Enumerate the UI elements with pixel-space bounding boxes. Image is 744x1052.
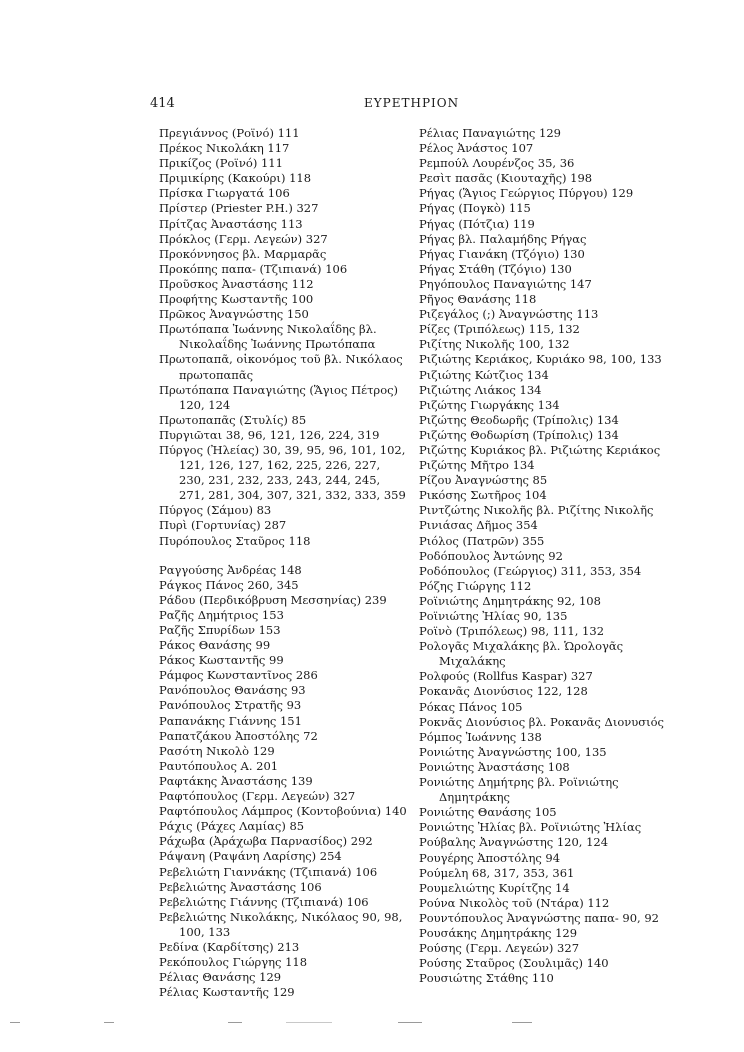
index-entry: Πυρὶ (Γορτυνίας) 287 <box>159 518 287 533</box>
index-entry: Ρουμελιώτης Κυρίτζης 14 <box>419 880 570 895</box>
index-entry: Ριζώτης Θοδωρίση (Τρίπολις) 134 <box>419 427 619 442</box>
index-entry: Ράψανη (Ραψάνη Λαρίσης) 254 <box>159 849 342 864</box>
index-entry: Ρολφούς (Rollfus Kaspar) 327 <box>419 669 593 684</box>
index-entry: Ράκος Κωσταντῆς 99 <box>159 653 284 668</box>
index-entry: Ρέλιας Θανάσης 129 <box>159 970 282 985</box>
index-entry: Ρεδίνα (Καρδίτσης) 213 <box>159 939 300 954</box>
index-entry: Ρινιάσας Δῆμος 354 <box>419 518 538 533</box>
index-entry: Ρήγας Γιανάκη (Τζόγιο) 130 <box>419 246 585 261</box>
index-entry: Ρεκόπουλος Γιώργης 118 <box>159 955 308 970</box>
scan-mark <box>512 1022 532 1023</box>
running-head: ΕΥΡΕΤΗΡΙΟΝ <box>364 96 460 110</box>
index-entry: Ρούνα Νικολὸς τοῦ (Ντάρα) 112 <box>419 895 610 910</box>
index-entry: Προκόπης παπα- (Τζιπιανά) 106 <box>159 261 348 276</box>
index-entry: Ραζῆς Σπυρίδων 153 <box>159 623 281 637</box>
index-entry: Προφήτης Κωσταντῆς 100 <box>159 292 314 307</box>
index-entry: Ρολογᾶς Μιχαλάκης βλ. Ὡρολογᾶς Μιχαλάκης <box>419 639 624 669</box>
index-entry: Ράγκος Πάνος 260, 345 <box>159 577 299 592</box>
index-entry: Πρωτόπαπα Παναγιώτης (Ἅγιος Πέτρος) 120, 124 <box>159 382 399 412</box>
index-entry: Ριζιώτης Κεριάκος, Κυριάκο 98, 100, 133 <box>419 352 662 367</box>
scan-mark <box>104 1022 114 1023</box>
index-entry: Ροδόπουλος (Γεώργιος) 311, 353, 354 <box>419 563 642 578</box>
index-entry: Ρονιώτης Δημήτρης βλ. Ροϊνιώτης Δημητράκης <box>419 775 619 805</box>
index-entry: Ραφτόπουλος Λάμπρος (Κοντοβούνια) 140 <box>159 804 407 819</box>
index-entry: Ρονιώτης Ἀναγνώστης 100, 135 <box>419 744 607 759</box>
index-entry: Ρεβελιώτης Νικολάκης, Νικόλαος 90, 98, 100, 133 <box>159 909 403 939</box>
index-entry: Ράμφος Κωνσταντῖνος 286 <box>159 668 318 683</box>
index-entry: Ράχις (Ράχες Λαμίας) 85 <box>159 819 305 834</box>
index-entry: Ρήγας (Πογκὸ) 115 <box>419 201 531 216</box>
index-entry: Ρονιώτης Θανάσης 105 <box>419 805 557 820</box>
index-entry: Ρανόπουλος Θανάσης 93 <box>159 683 306 698</box>
index-entry: Πρίτζας Ἀναστάσης 113 <box>159 216 303 231</box>
index-entry: Ριζώτης Μῆτρο 134 <box>419 458 535 473</box>
index-entry: Πρωτοπαπᾶ, οἰκονόμος τοῦ βλ. Νικόλαος πρωτοπαπᾶς <box>159 352 403 382</box>
index-entry: Ριζίτης Νικολῆς 100, 132 <box>419 337 570 352</box>
index-entry: Πριμικίρης (Κακούρι) 118 <box>159 171 312 186</box>
scan-mark <box>10 1022 20 1023</box>
index-entry: Πρῶκος Ἀναγνώστης 150 <box>159 307 309 322</box>
index-entry: Ρούσης Σταῦρος (Σουλιμᾶς) 140 <box>419 956 609 971</box>
index-entry: Ρήγας βλ. Παλαμήδης Ρήγας <box>419 231 587 246</box>
index-entry: Ριζώτης Κυριάκος βλ. Ριζιώτης Κεριάκος <box>419 442 661 457</box>
index-entry: Πρίστερ (Priester P.H.) 327 <box>159 201 319 216</box>
index-entry: Ρόζης Γιώργης 112 <box>419 578 532 593</box>
index-entry: Ράκος Θανάσης 99 <box>159 638 271 653</box>
index-entry: Πρεγιάννος (Ροϊνό) 111 <box>159 126 300 140</box>
index-entry: Ρίζες (Τριπόλεως) 115, 132 <box>419 322 580 337</box>
index-entry: Ραπατζάκου Ἀποστόλης 72 <box>159 728 318 743</box>
scan-mark <box>398 1022 422 1023</box>
index-entry: Ρικόσης Σωτῆρος 104 <box>419 488 547 503</box>
index-entry: Πύργος (Ἠλείας) 30, 39, 95, 96, 101, 102, 121, 126, 127, 162, 225, 226, 227, 230, 231, 232, 233, 243, 244, 245, 271, 281, 304, 307, 321, 332, 333, 359 <box>159 442 406 503</box>
index-entry: Πυργιῶται 38, 96, 121, 126, 224, 319 <box>159 427 380 442</box>
index-entry: Ρήγας (Πότζια) 119 <box>419 216 535 231</box>
index-entry: Ρεσὶτ πασᾶς (Κιουταχῆς) 198 <box>419 171 593 186</box>
index-entry: Ράδου (Περδικόβρυση Μεσσηνίας) 239 <box>159 592 387 607</box>
index-entry: Ρονιώτης Ἠλίας βλ. Ροϊνιώτης Ἠλίας <box>419 820 642 835</box>
section-gap <box>159 549 409 563</box>
index-entry: Ρήγας Στάθη (Τζόγιο) 130 <box>419 261 572 276</box>
index-entry: Πρικίζος (Ροϊνό) 111 <box>159 156 283 171</box>
index-entry: Ρουσάκης Δημητράκης 129 <box>419 925 578 940</box>
index-entry: Ρούβαλης Ἀναγνώστης 120, 124 <box>419 835 609 850</box>
index-entry: Ράχωβα (Ἀράχωβα Παρνασίδος) 292 <box>159 834 373 849</box>
index-entry: Πρέκος Νικολάκη 117 <box>159 141 290 156</box>
index-entry: Ρουσιώτης Στάθης 110 <box>419 971 554 986</box>
index-entry: Ριζώτης Θεοδωρῆς (Τρίπολις) 134 <box>419 412 619 427</box>
index-entry: Ραπανάκης Γιάννης 151 <box>159 713 302 728</box>
index-entry: Ροκανᾶς Διονύσιος 122, 128 <box>419 684 588 699</box>
scan-artifacts <box>0 1018 744 1026</box>
index-entry: Ρήγας (Ἅγιος Γεώργιος Πύργου) 129 <box>419 186 634 201</box>
index-entry: Ρέλιας Παναγιώτης 129 <box>419 126 561 140</box>
index-entry: Ρέλιας Κωσταντῆς 129 <box>159 985 295 1000</box>
index-entry: Ρουγέρης Ἀποστόλης 94 <box>419 850 561 865</box>
index-entry: Ραζῆς Δημήτριος 153 <box>159 607 284 622</box>
index-entry: Ρεβελιώτης Γιάννης (Τζιπιανά) 106 <box>159 894 369 909</box>
index-entry: Ριζεγάλος (;) Ἀναγνώστης 113 <box>419 307 599 322</box>
index-entry: Ρεβελιώτης Ἀναστάσης 106 <box>159 879 322 894</box>
index-entry: Ροϊνὸ (Τριπόλεως) 98, 111, 132 <box>419 624 605 639</box>
index-entry: Ραυτόπουλος Α. 201 <box>159 758 279 773</box>
index-entry: Ραγγούσης Ἀνδρέας 148 <box>159 562 302 577</box>
index-entry: Ροκνᾶς Διονύσιος βλ. Ροκανᾶς Διονυσιός <box>419 714 664 729</box>
index-entry: Πρωτοπαπᾶς (Στυλίς) 85 <box>159 412 307 427</box>
index-entry: Ρουντόπουλος Ἀναγνώστης παπα- 90, 92 <box>419 910 659 925</box>
index-entry: Ραφτάκης Ἀναστάσης 139 <box>159 773 313 788</box>
index-entry: Ριζιώτης Λιάκος 134 <box>419 382 542 397</box>
index-entry: Ρόμπος Ἰωάννης 138 <box>419 729 542 744</box>
index-entry: Ραφτόπουλος (Γερμ. Λεγεών) 327 <box>159 789 356 804</box>
index-entry: Ροϊνιώτης Δημητράκης 92, 108 <box>419 593 601 608</box>
index-entry: Ρούμελη 68, 317, 353, 361 <box>419 865 575 880</box>
index-entry: Ρῆγος Θανάσης 118 <box>419 292 537 307</box>
index-entry: Ριόλος (Πατρῶν) 355 <box>419 533 545 548</box>
index-column-right <box>419 126 689 986</box>
index-entry: Ρέλος Ἀνάστος 107 <box>419 141 534 156</box>
scan-mark <box>228 1022 242 1023</box>
index-entry: Ρανόπουλος Στρατῆς 93 <box>159 698 302 713</box>
index-entry: Ρούσης (Γερμ. Λεγεών) 327 <box>419 941 580 956</box>
page-number: 414 <box>150 96 175 111</box>
index-entry: Ρίζου Ἀναγνώστης 85 <box>419 473 548 488</box>
index-entry: Ριζιώτης Κώτζιος 134 <box>419 367 549 382</box>
index-entry: Πυρόπουλος Σταῦρος 118 <box>159 533 311 548</box>
index-entry: Πρόκλος (Γερμ. Λεγεών) 327 <box>159 231 328 246</box>
index-column-left <box>159 126 409 1000</box>
index-entry: Πρωτόπαπα Ἰωάννης Νικολαΐδης βλ. Νικολαΐδης Ἰωάννης Πρωτόπαπα <box>159 322 377 352</box>
index-entry: Πρίσκα Γιωργατά 106 <box>159 186 290 201</box>
index-entry: Ρεμπούλ Λουρένζος 35, 36 <box>419 156 575 171</box>
index-entry: Ρονιώτης Ἀναστάσης 108 <box>419 759 570 774</box>
index-entry: Ρηγόπουλος Παναγιώτης 147 <box>419 276 592 291</box>
index-entry: Ριζώτης Γιωργάκης 134 <box>419 397 560 412</box>
index-entry: Ρασότη Νικολὸ 129 <box>159 743 275 758</box>
index-entry: Προῦσκος Ἀναστάσης 112 <box>159 276 314 291</box>
index-entry: Ροδόπουλος Ἀντώνης 92 <box>419 548 563 563</box>
scan-mark <box>286 1022 332 1023</box>
index-entry: Ριντζώτης Νικολῆς βλ. Ριζίτης Νικολῆς <box>419 503 654 518</box>
index-entry: Προκόννησος βλ. Μαρμαρᾶς <box>159 246 327 261</box>
index-entry: Ρόκας Πάνος 105 <box>419 699 523 714</box>
index-entry: Ροϊνιώτης Ἠλίας 90, 135 <box>419 609 568 623</box>
index-entry: Πύργος (Σάμου) 83 <box>159 503 272 518</box>
index-entry: Ρεβελιώτη Γιαννάκης (Τζιπιανά) 106 <box>159 864 378 879</box>
